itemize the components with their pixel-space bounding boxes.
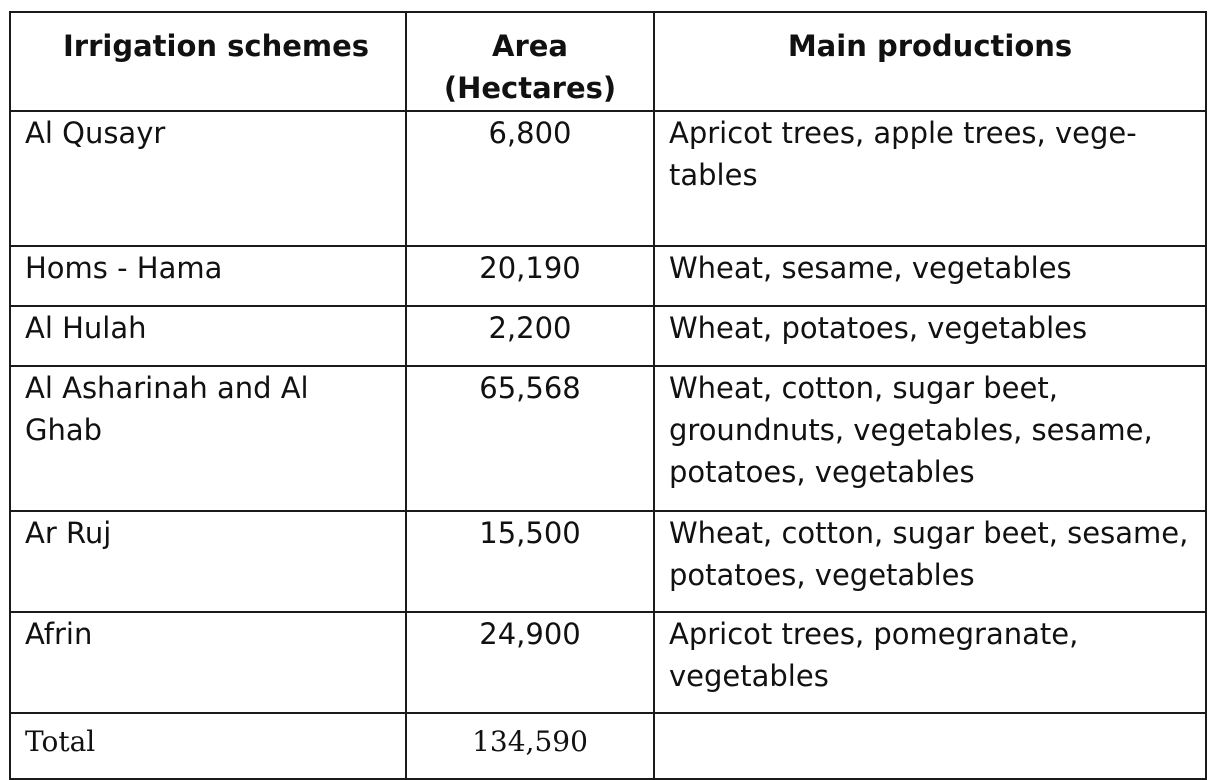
table-header-row	[10, 12, 1206, 111]
total-row	[10, 713, 1206, 779]
header-irrigation-schemes: Irrigation schemes	[10, 12, 406, 111]
scheme-name-cell: Al Hulah	[10, 306, 406, 366]
area-cell: 15,500	[406, 511, 654, 612]
productions-cell: Apricot trees, apple trees, vege- tables	[654, 111, 1206, 246]
area-cell: 65,568	[406, 366, 654, 511]
table-row	[10, 306, 1206, 366]
total-label-cell: Total	[10, 713, 406, 779]
table-row	[10, 111, 1206, 246]
header-area-line2: (Hectares)	[443, 71, 617, 105]
area-cell: 20,190	[406, 246, 654, 306]
table-row	[10, 366, 1206, 511]
scheme-name-cell: Al Asharinah and Al Ghab	[10, 366, 406, 511]
area-cell: 24,900	[406, 612, 654, 713]
header-main-productions: Main productions	[654, 12, 1206, 111]
scheme-name-cell: Afrin	[10, 612, 406, 713]
total-area-cell: 134,590	[406, 713, 654, 779]
header-area	[406, 12, 654, 111]
productions-cell: Wheat, sesame, vegetables	[654, 246, 1206, 306]
header-area-line1: Area	[492, 29, 568, 63]
productions-cell: Apricot trees, pomegranate, vegetables	[654, 612, 1206, 713]
total-productions-cell	[654, 713, 1206, 779]
area-cell: 2,200	[406, 306, 654, 366]
scheme-name-cell: Ar Ruj	[10, 511, 406, 612]
table-row	[10, 511, 1206, 612]
scheme-name-cell: Homs - Hama	[10, 246, 406, 306]
irrigation-schemes-table	[9, 11, 1207, 780]
scheme-name-cell: Al Qusayr	[10, 111, 406, 246]
table-row	[10, 612, 1206, 713]
table-row	[10, 246, 1206, 306]
productions-cell: Wheat, potatoes, vegetables	[654, 306, 1206, 366]
area-cell: 6,800	[406, 111, 654, 246]
productions-cell: Wheat, cotton, sugar beet, sesame, potatoes, vegetables	[654, 511, 1206, 612]
productions-cell: Wheat, cotton, sugar beet, groundnuts, vegetables, sesame, potatoes, vegetables	[654, 366, 1206, 511]
